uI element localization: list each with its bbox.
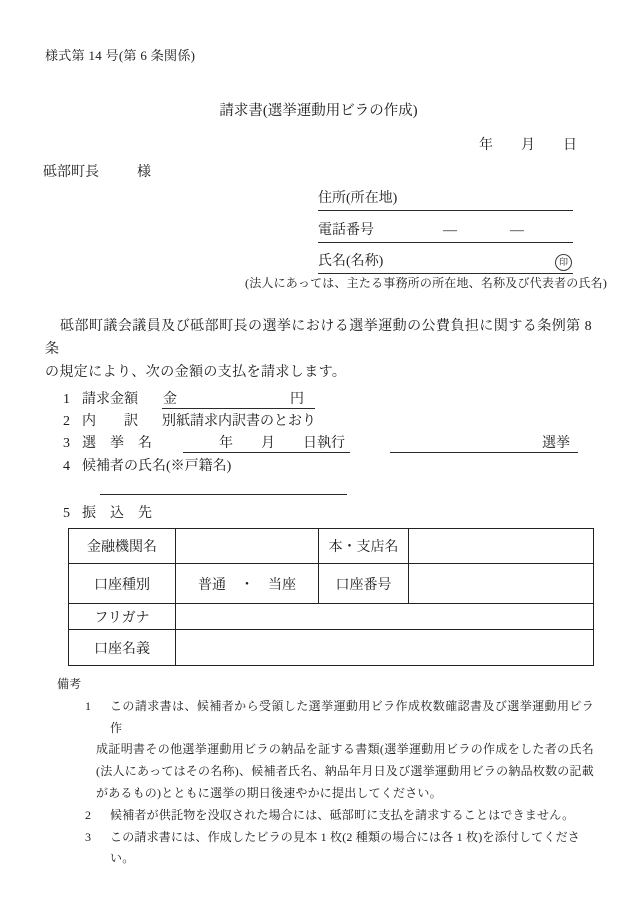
remark-item-2 bbox=[57, 805, 594, 827]
account-holder-cell bbox=[176, 630, 594, 666]
item-number: 3 bbox=[63, 436, 70, 451]
item-label: 選 挙 名 bbox=[82, 436, 152, 451]
item-label: 請求金額 bbox=[82, 392, 138, 407]
remark-number: 3 bbox=[85, 829, 92, 844]
branch-cell bbox=[409, 529, 594, 564]
item-election-name bbox=[0, 435, 630, 455]
account-type-label: 口座種別 bbox=[69, 564, 176, 604]
table-row bbox=[69, 529, 594, 564]
item-label: 振 込 先 bbox=[82, 506, 152, 521]
item-bank-transfer bbox=[0, 505, 630, 525]
remark-item-1 bbox=[57, 696, 594, 805]
date-blanks: 年 月 日 bbox=[479, 138, 577, 153]
addressee-line bbox=[43, 164, 151, 182]
bank-transfer-table bbox=[68, 528, 594, 666]
remark-line: この請求書には、作成したビラの見本 1 枚(2 種類の場合には各 1 枚)を添付してください。 bbox=[110, 829, 580, 866]
item-value: 別紙請求内訳書のとおり bbox=[162, 414, 316, 429]
page-title: 請求書(選挙運動用ビラの作成) bbox=[219, 103, 418, 119]
table-row bbox=[69, 630, 594, 666]
candidate-name-blank bbox=[100, 476, 347, 495]
body-paragraph bbox=[45, 315, 592, 384]
item-label: 内 訳 bbox=[82, 414, 138, 429]
body-line: 砥部町議会議員及び砥部町長の選挙における選挙運動の公費負担に関する条例第 8 条 bbox=[45, 319, 592, 357]
financial-institution-cell bbox=[176, 529, 319, 564]
account-holder-label: 口座名義 bbox=[69, 630, 176, 666]
furigana-cell bbox=[176, 604, 594, 630]
remarks-heading: 備考 bbox=[57, 677, 82, 691]
addressee-honorific: 様 bbox=[137, 165, 151, 180]
item-candidate-name bbox=[0, 458, 630, 478]
phone-label: 電話番号 bbox=[318, 223, 374, 238]
currency-prefix: 金 bbox=[163, 392, 177, 407]
remark-item-3 bbox=[57, 827, 594, 871]
body-line: の規定により、次の金額の支払を請求します。 bbox=[45, 365, 347, 380]
account-type-options: 普通 ・ 当座 bbox=[176, 564, 319, 604]
remark-line: 成証明書その他選挙運動用ビラの納品を証する書類(選挙運動用ビラの作成をした者の氏名 bbox=[96, 742, 594, 757]
account-number-cell bbox=[409, 564, 594, 604]
item-breakdown bbox=[0, 413, 630, 433]
amount-blank bbox=[162, 391, 315, 409]
remark-number: 1 bbox=[85, 698, 92, 713]
remark-line: (法人にあってはその名称)、候補者氏名、納品年月日及び選挙運動用ビラの納品枚数の記載 bbox=[96, 764, 594, 779]
election-name-blank: 選挙 bbox=[390, 435, 578, 453]
election-date-blank: 年 月 日執行 bbox=[183, 435, 350, 453]
corporate-note: (法人にあっては、主たる事務所の所在地、名称及び代表者の氏名) bbox=[245, 276, 608, 290]
addressee-name: 砥部町長 bbox=[43, 165, 99, 180]
phone-dash: ― bbox=[443, 223, 457, 238]
financial-institution-label: 金融機関名 bbox=[69, 529, 176, 564]
currency-suffix: 円 bbox=[290, 392, 304, 407]
item-number: 2 bbox=[63, 414, 70, 429]
address-label: 住所(所在地) bbox=[318, 191, 398, 206]
remarks-section bbox=[57, 674, 594, 870]
name-label: 氏名(名称) bbox=[318, 254, 384, 269]
branch-label: 本・支店名 bbox=[319, 529, 409, 564]
phone-field bbox=[318, 222, 573, 243]
item-label: 候補者の氏名(※戸籍名) bbox=[82, 459, 232, 474]
table-row bbox=[69, 604, 594, 630]
item-claim-amount bbox=[0, 391, 630, 411]
name-field bbox=[318, 253, 573, 274]
form-number: 様式第 14 号(第 6 条関係) bbox=[45, 48, 196, 63]
account-number-label: 口座番号 bbox=[319, 564, 409, 604]
furigana-label: フリガナ bbox=[69, 604, 176, 630]
item-number: 1 bbox=[63, 392, 70, 407]
phone-dash: ― bbox=[510, 223, 524, 238]
remark-number: 2 bbox=[85, 807, 92, 822]
table-row bbox=[69, 564, 594, 604]
seal-mark-icon: 印 bbox=[555, 254, 572, 271]
item-number: 4 bbox=[63, 459, 70, 474]
remark-line: があるもの)とともに選挙の期日後速やかに提出してください。 bbox=[96, 785, 442, 800]
address-field bbox=[318, 190, 573, 211]
remark-line: 候補者が供託物を没収された場合には、砥部町に支払を請求することはできません。 bbox=[110, 807, 575, 822]
item-number: 5 bbox=[63, 506, 70, 521]
remark-line: この請求書は、候補者から受領した選挙運動用ビラ作成枚数確認書及び選挙運動用ビラ作 bbox=[110, 698, 594, 735]
